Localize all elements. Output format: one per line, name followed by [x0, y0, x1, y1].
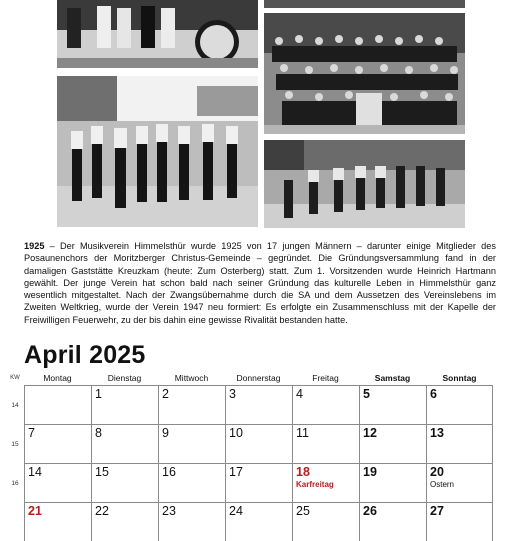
- weekday-header-wednesday: Mittwoch: [174, 373, 209, 383]
- day-number: 11: [296, 426, 309, 440]
- day-number: 3: [229, 387, 236, 401]
- weekday-header-thursday: Donnerstag: [236, 373, 281, 383]
- day-number: 25: [296, 504, 310, 518]
- day-number: 12: [363, 426, 377, 440]
- day-cell[interactable]: [24, 385, 91, 424]
- day-number: 24: [229, 504, 243, 518]
- day-number: 8: [95, 426, 102, 440]
- weekday-header-friday: Freitag: [312, 373, 339, 383]
- day-cell[interactable]: [91, 424, 158, 463]
- day-cell-saturday[interactable]: [359, 463, 426, 502]
- day-cell-saturday[interactable]: [359, 424, 426, 463]
- day-cell[interactable]: [225, 424, 292, 463]
- day-number: 18: [296, 465, 310, 479]
- day-cell-holiday[interactable]: [292, 463, 359, 502]
- calendar-week: [6, 385, 498, 424]
- day-number: 9: [162, 426, 169, 440]
- day-cell[interactable]: [292, 385, 359, 424]
- day-number: 2: [162, 387, 169, 401]
- day-number: 27: [430, 504, 444, 518]
- day-number: 20: [430, 465, 444, 479]
- day-number: 10: [229, 426, 243, 440]
- day-number: 7: [28, 426, 35, 440]
- day-cell-holiday[interactable]: [24, 502, 91, 541]
- day-number: 13: [430, 426, 444, 440]
- day-cell[interactable]: [292, 424, 359, 463]
- day-cell[interactable]: [91, 502, 158, 541]
- photo-band-group-portrait: [264, 13, 465, 134]
- calendar-grid: [6, 372, 498, 541]
- day-number: 5: [363, 387, 370, 401]
- day-cell[interactable]: [158, 424, 225, 463]
- day-cell-sunday[interactable]: [426, 502, 493, 541]
- day-cell[interactable]: [24, 463, 91, 502]
- day-cell[interactable]: [225, 385, 292, 424]
- calendar-week: [6, 424, 498, 463]
- week-number: 15: [11, 441, 19, 448]
- day-number: 1: [95, 387, 102, 401]
- day-number: 16: [162, 465, 176, 479]
- month-title: April 2025: [24, 341, 146, 369]
- day-number: 14: [28, 465, 42, 479]
- photo-top-strip: [264, 0, 465, 8]
- day-cell[interactable]: [292, 502, 359, 541]
- day-cell[interactable]: [158, 463, 225, 502]
- holiday-label: Ostern: [430, 480, 455, 489]
- day-cell[interactable]: [24, 424, 91, 463]
- photo-band-marching-street: [264, 140, 465, 228]
- holiday-label: Karfreitag: [296, 480, 334, 489]
- day-cell[interactable]: [225, 463, 292, 502]
- history-year: 1925: [24, 241, 45, 251]
- weekday-header-row: [6, 372, 498, 385]
- day-cell[interactable]: [91, 463, 158, 502]
- weekday-header-monday: Montag: [43, 373, 72, 383]
- day-number: 19: [363, 465, 377, 479]
- kw-header: KW: [10, 375, 20, 381]
- weekday-header-sunday: Sonntag: [442, 373, 477, 383]
- day-number: 21: [28, 504, 42, 518]
- day-cell[interactable]: [225, 502, 292, 541]
- day-cell-sunday[interactable]: [426, 424, 493, 463]
- week-number: 16: [11, 480, 19, 487]
- day-cell[interactable]: [158, 502, 225, 541]
- day-number: 4: [296, 387, 303, 401]
- week-number: 14: [11, 402, 19, 409]
- day-cell-sunday[interactable]: [426, 463, 493, 502]
- day-cell-saturday[interactable]: [359, 385, 426, 424]
- calendar-week: [6, 463, 498, 502]
- weekday-header-tuesday: Dienstag: [107, 373, 142, 383]
- day-cell[interactable]: [91, 385, 158, 424]
- day-cell-sunday[interactable]: [426, 385, 493, 424]
- photo-band-seated-drums: [57, 0, 258, 68]
- day-cell-saturday[interactable]: [359, 502, 426, 541]
- history-paragraph: [24, 240, 496, 326]
- history-text: – Der Musikverein Himmelsthür wurde 1925 von 17 jungen Männern – darunter einige Mitglieder des Posaunenchors der Moritzberger Christus-Gemeinde – gegründet. Die Gründungsversammlung fand in der damaligen Gaststätte Kreuzkam (heute: Zum Osterberg) statt. Zum 1. Vorsitzenden wurde Heinrich Hartmann gewählt. Der junge Verein hat schon bald nach seiner Gründung das kulturelle Leben in Himmelsthür ganz wesentlich mitgestaltet. Nach der Zwangsübernahme durch die SA und dem Aussetzen des Vereinslebens im Zweiten Weltkrieg, wurde der Verein 1947 neu formiert: Es erfolgte ein Zusammenschluss mit der Kapelle der Freiwilligen Feuerwehr, zu der bis dahin eine gewisse Rivalität bestanden hatte.: [24, 241, 496, 325]
- calendar-week: [6, 502, 498, 541]
- day-number: 15: [95, 465, 109, 479]
- photo-band-parade: [57, 76, 258, 227]
- day-number: 26: [363, 504, 377, 518]
- day-number: 22: [95, 504, 109, 518]
- day-number: 6: [430, 387, 437, 401]
- day-number: 17: [229, 465, 243, 479]
- day-number: 23: [162, 504, 176, 518]
- day-cell[interactable]: [158, 385, 225, 424]
- weekday-header-saturday: Samstag: [374, 373, 411, 383]
